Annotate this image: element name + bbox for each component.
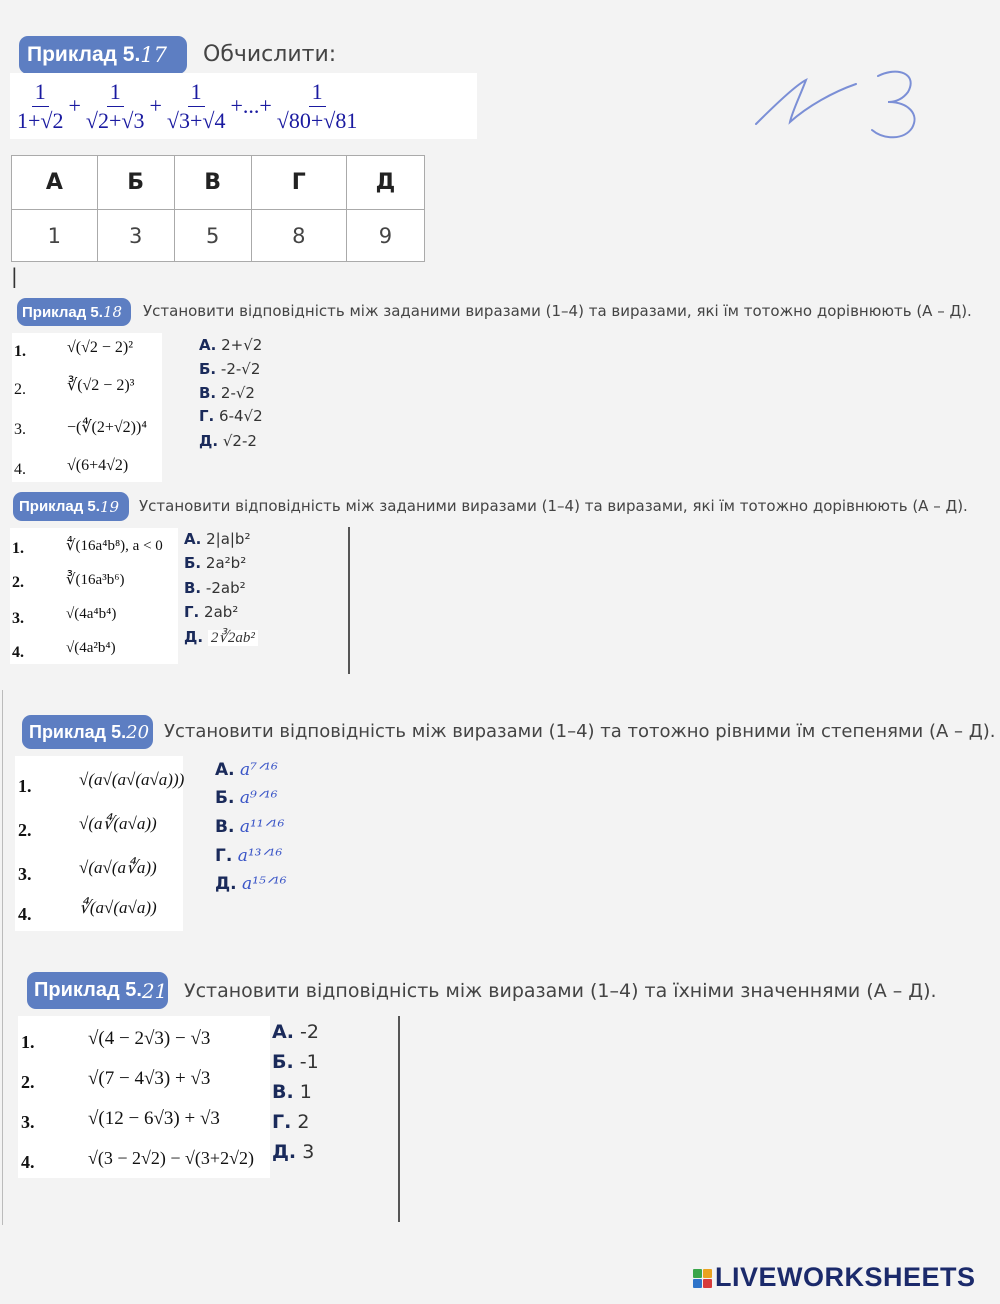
brand-text: LIVEWORKSHEETS [715,1262,976,1292]
answer-header: В [174,156,251,210]
item-number: 2. [21,1072,35,1092]
expression: √(12 − 6√3) + √3 [88,1108,220,1129]
item-number: 4. [21,1152,35,1172]
handwritten-number [748,62,928,152]
option-b: Б. -1 [272,1051,319,1073]
answer-header: Б [97,156,174,210]
ex20-badge-label: Приклад 5. [29,721,127,742]
plus-sign: + [68,93,81,118]
answer-table-value-row [12,210,425,262]
ex21-expressions [18,1016,270,1178]
option-c: В. a¹¹ᐟ¹⁶ [215,817,285,837]
option-d: Г. a¹³ᐟ¹⁶ [215,846,283,866]
option-b: Б. a⁹ᐟ¹⁶ [215,788,278,808]
fraction-4: $\frac{1}{√80+√81}$ [276,78,358,133]
fraction-2: $\frac{1}{√2+√3}$ [85,78,145,133]
option-b: Б. 2a²b² [184,554,247,572]
ex18-expressions [12,333,162,482]
option-e: Д. 2∛2ab² [184,628,258,647]
item-number: 2. [14,381,26,398]
option-e: Д. √2-2 [199,432,257,450]
item-number: 4. [18,904,32,924]
ex18-badge [17,298,131,326]
expression: √(4 − 2√3) − √3 [88,1028,211,1049]
option-c: В. 2-√2 [199,384,255,402]
ex20-title: Установити відповідність між виразами (1–4) та тотожно рівними їм степенями (А – Д). [164,721,996,742]
item-number: 1. [14,343,26,360]
text-cursor[interactable]: | [11,264,18,288]
expression: ∛(√2 − 2)³ [67,377,135,394]
ex21-badge [27,972,168,1009]
option-d: Г. 2 [272,1111,310,1133]
answer-cell[interactable]: 5 [174,210,251,262]
item-number: 3. [21,1112,35,1132]
ex18-badge-label: Приклад 5. [22,303,103,321]
answer-cell[interactable]: 3 [97,210,174,262]
expression: ∜(16a⁴b⁸), a < 0 [66,538,163,554]
expression: −(∜(2+√2))⁴ [67,419,147,436]
fraction-3: $\frac{1}{√3+√4}$ [166,78,226,133]
ex20-badge-num: 20 [126,721,150,743]
expression: √(a√(a∜a)) [79,858,157,877]
answer-cell[interactable]: 8 [251,210,346,262]
answer-header: А [12,156,98,210]
page-edge-line [2,690,3,1225]
liveworksheets-logo[interactable] [693,1262,976,1293]
ellipsis-plus: +...+ [230,93,272,118]
expression: √(6+4√2) [67,457,129,474]
option-a: А. 2|a|b² [184,530,251,548]
expression: √(a√(a√(a√a))) [79,770,185,789]
item-number: 2. [18,820,32,840]
answer-table-header-row [12,156,425,210]
option-e: Д. a¹⁵ᐟ¹⁶ [215,874,287,894]
ex19-badge [13,492,129,521]
liveworksheets-logo-icon [693,1269,712,1288]
ex17-badge-num: 17 [140,43,168,67]
item-number: 3. [18,864,32,884]
option-c: В. -2ab² [184,579,246,597]
ex20-badge [22,715,153,749]
option-d: Г. 6-4√2 [199,407,263,425]
ex18-title: Установити відповідність між заданими виразами (1–4) та виразами, які їм тотожно дорівнюють (А – Д). [143,302,972,320]
option-a: А. a⁷ᐟ¹⁶ [215,760,278,780]
ex18-badge-num: 18 [102,303,123,321]
ex17-answer-table [11,155,425,262]
ex21-badge-label: Приклад 5. [34,979,142,1001]
handwriting-icon [748,62,928,152]
ex20-expressions [15,756,183,931]
ex19-title: Установити відповідність між заданими виразами (1–4) та виразами, які їм тотожно дорівнюють (А – Д). [139,497,968,515]
ex21-badge-num: 21 [141,978,168,1003]
ex19-badge-label: Приклад 5. [19,498,100,515]
answer-header: Г [251,156,346,210]
ex19-badge-num: 19 [99,497,120,516]
expression: ∛(16a³b⁶) [66,572,125,588]
item-number: 4. [12,644,24,661]
answer-cell[interactable]: 9 [346,210,424,262]
option-b: Б. -2-√2 [199,360,261,378]
item-number: 1. [21,1032,35,1052]
item-number: 2. [12,574,24,591]
expression: √(a∜(a√a)) [79,814,157,833]
expression: ∜(a√(a√a)) [79,898,157,917]
expression: √(7 − 4√3) + √3 [88,1068,211,1089]
answer-cell[interactable]: 1 [12,210,98,262]
expression: √(3 − 2√2) − √(3+2√2) [88,1148,254,1168]
expression: √(4a²b⁴) [66,640,116,656]
item-number: 3. [14,421,26,438]
option-a: А. -2 [272,1021,319,1043]
item-number: 1. [18,776,32,796]
divider-line [348,527,350,674]
ex19-expressions [10,528,178,664]
item-number: 1. [12,540,24,557]
fraction-1: $\frac{1}{1+√2}$ [17,78,64,133]
ex17-badge-label: Приклад 5. [27,43,141,66]
option-a: А. 2+√2 [199,336,263,354]
ex21-title: Установити відповідність між виразами (1–4) та їхніми значеннями (А – Д). [184,980,937,1002]
ex17-title: Обчислити: [203,42,337,67]
item-number: 4. [14,461,26,478]
ex17-badge [19,36,187,74]
answer-header: Д [346,156,424,210]
plus-sign: + [149,93,162,118]
expression: √(√2 − 2)² [67,339,134,356]
expression: √(4a⁴b⁴) [66,606,117,622]
option-c: В. 1 [272,1081,312,1103]
ex17-formula [10,73,477,139]
option-e: Д. 3 [272,1141,315,1163]
divider-line [398,1016,400,1222]
item-number: 3. [12,610,24,627]
option-d: Г. 2ab² [184,603,239,621]
